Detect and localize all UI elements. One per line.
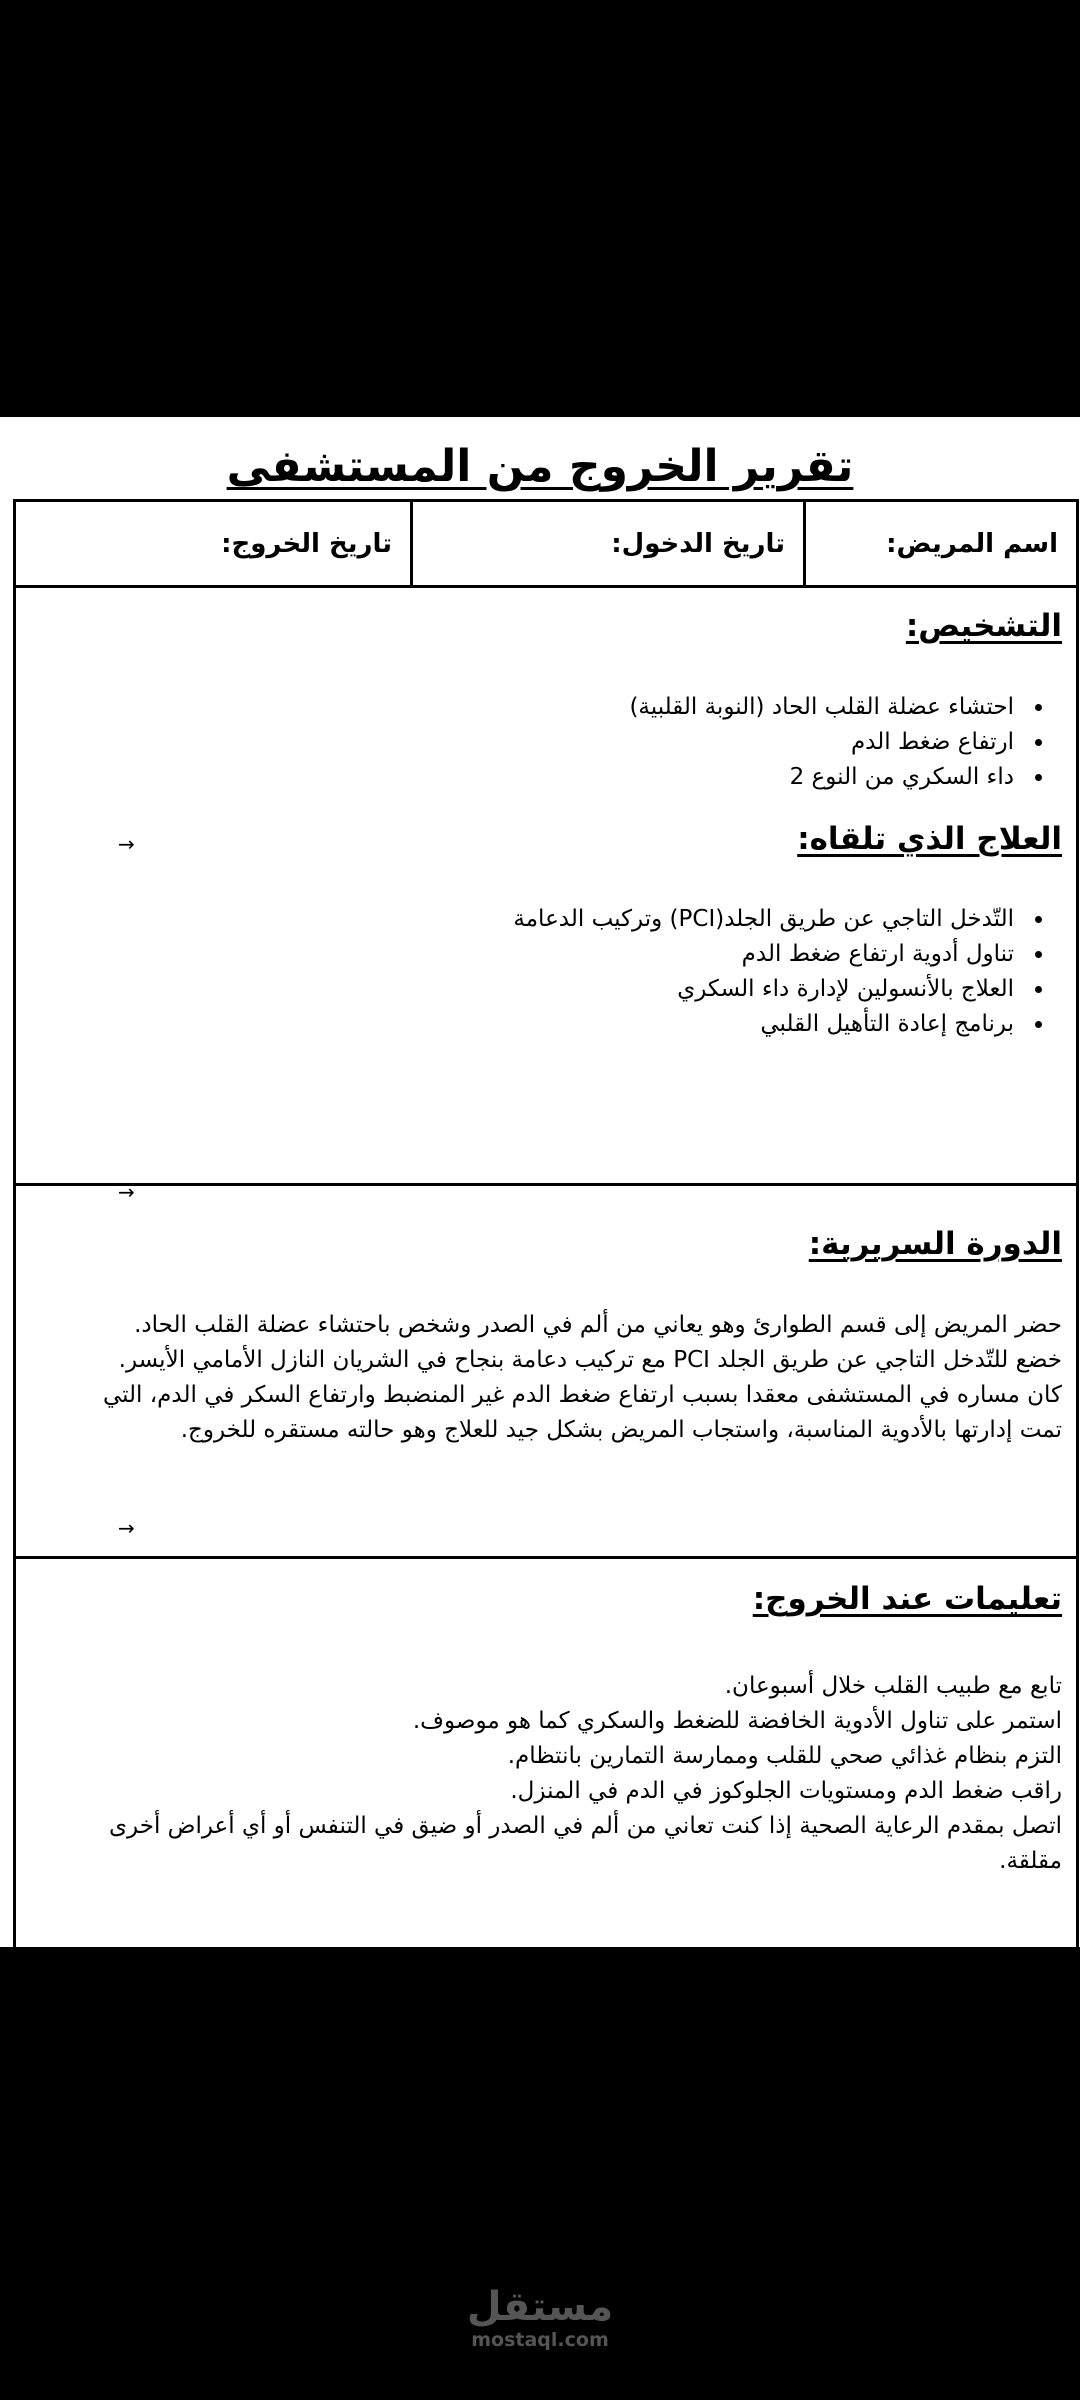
- paragraph-line: راقب ضغط الدم ومستويات الجلوكوز في الدم في المنزل.: [510, 1778, 1062, 1804]
- list-item: • احتشاء عضلة القلب الحاد (النوبة القلبية): [629, 690, 1022, 725]
- diagnosis-treatment-section: [16, 588, 1076, 1186]
- paragraph-line: اتصل بمقدم الرعاية الصحية إذا كنت تعاني من ألم في الصدر أو ضيق في التنفس أو أي أعراض أخرى: [109, 1813, 1062, 1839]
- discharge-instructions-text: [56, 1669, 1062, 1879]
- discharge-report-page: [0, 417, 1080, 1947]
- paragraph-line: كان مساره في المستشفى معقدا بسبب ارتفاع ضغط الدم غير المنضبط وارتفاع السكر في الدم، التي: [102, 1382, 1062, 1408]
- hospital-course-section: [16, 1180, 1076, 1559]
- arrow-right-icon: →: [118, 1516, 135, 1540]
- page-title: تقرير الخروج من المستشفى: [226, 441, 854, 492]
- paragraph-line: تابع مع طبيب القلب خلال أسبوعان.: [724, 1673, 1062, 1699]
- list-item: • داء السكري من النوع 2: [629, 760, 1022, 795]
- patient-name-field: [806, 502, 1076, 585]
- hospital-course-heading: الدورة السريرية:: [808, 1226, 1062, 1262]
- diagnosis-list: [629, 690, 1046, 795]
- paragraph-line: التزم بنظام غذائي صحي للقلب وممارسة التمارين بانتظام.: [507, 1743, 1062, 1769]
- patient-info-row: [16, 502, 1076, 588]
- watermark-logo-text: مستقل: [466, 2284, 614, 2330]
- hospital-course-text: [76, 1308, 1062, 1448]
- watermark-domain: mostaql.com: [471, 2329, 609, 2351]
- treatment-heading: العلاج الذي تلقاه:: [797, 821, 1062, 857]
- diagnosis-heading: التشخيص:: [905, 608, 1062, 644]
- list-item: • برنامج إعادة التأهيل القلبي: [513, 1007, 1022, 1042]
- admission-date-field: [410, 502, 806, 585]
- paragraph-line: حضر المريض إلى قسم الطوارئ وهو يعاني من ألم في الصدر وشخص باحتشاء عضلة القلب الحاد.: [134, 1312, 1062, 1338]
- top-black-band: [0, 0, 1080, 417]
- paragraph-line: مقلقة.: [999, 1848, 1062, 1874]
- paragraph-line: خضع للتّدخل التاجي عن طريق الجلد PCI مع تركيب دعامة بنجاح في الشريان النازل الأمامي الأيسر.: [118, 1347, 1062, 1373]
- paragraph-line: تمت إدارتها بالأدوية المناسبة، واستجاب المريض بشكل جيد للعلاج وهو حالته مستقره للخروج.: [180, 1417, 1062, 1443]
- mostaql-watermark: [0, 2285, 1080, 2351]
- list-item: • العلاج بالأنسولين لإدارة داء السكري: [513, 972, 1022, 1007]
- discharge-instructions-section: [16, 1559, 1076, 1950]
- patient-name-label: اسم المريض:: [886, 528, 1058, 559]
- discharge-date-field: [16, 502, 410, 585]
- discharge-date-label: تاريخ الخروج:: [221, 528, 392, 559]
- list-item: • ارتفاع ضغط الدم: [629, 725, 1022, 760]
- treatment-list: [513, 902, 1046, 1042]
- list-item: • تناول أدوية ارتفاع ضغط الدم: [513, 937, 1022, 972]
- list-item: • التّدخل التاجي عن طريق الجلد(PCI) وتركيب الدعامة: [513, 902, 1022, 937]
- arrow-right-icon: →: [118, 832, 135, 856]
- paragraph-line: استمر على تناول الأدوية الخافضة للضغط والسكري كما هو موصوف.: [412, 1708, 1062, 1734]
- report-table: [13, 499, 1079, 1947]
- admission-date-label: تاريخ الدخول:: [611, 528, 785, 559]
- discharge-instructions-heading: تعليمات عند الخروج:: [752, 1581, 1062, 1617]
- arrow-right-icon: →: [118, 1180, 135, 1204]
